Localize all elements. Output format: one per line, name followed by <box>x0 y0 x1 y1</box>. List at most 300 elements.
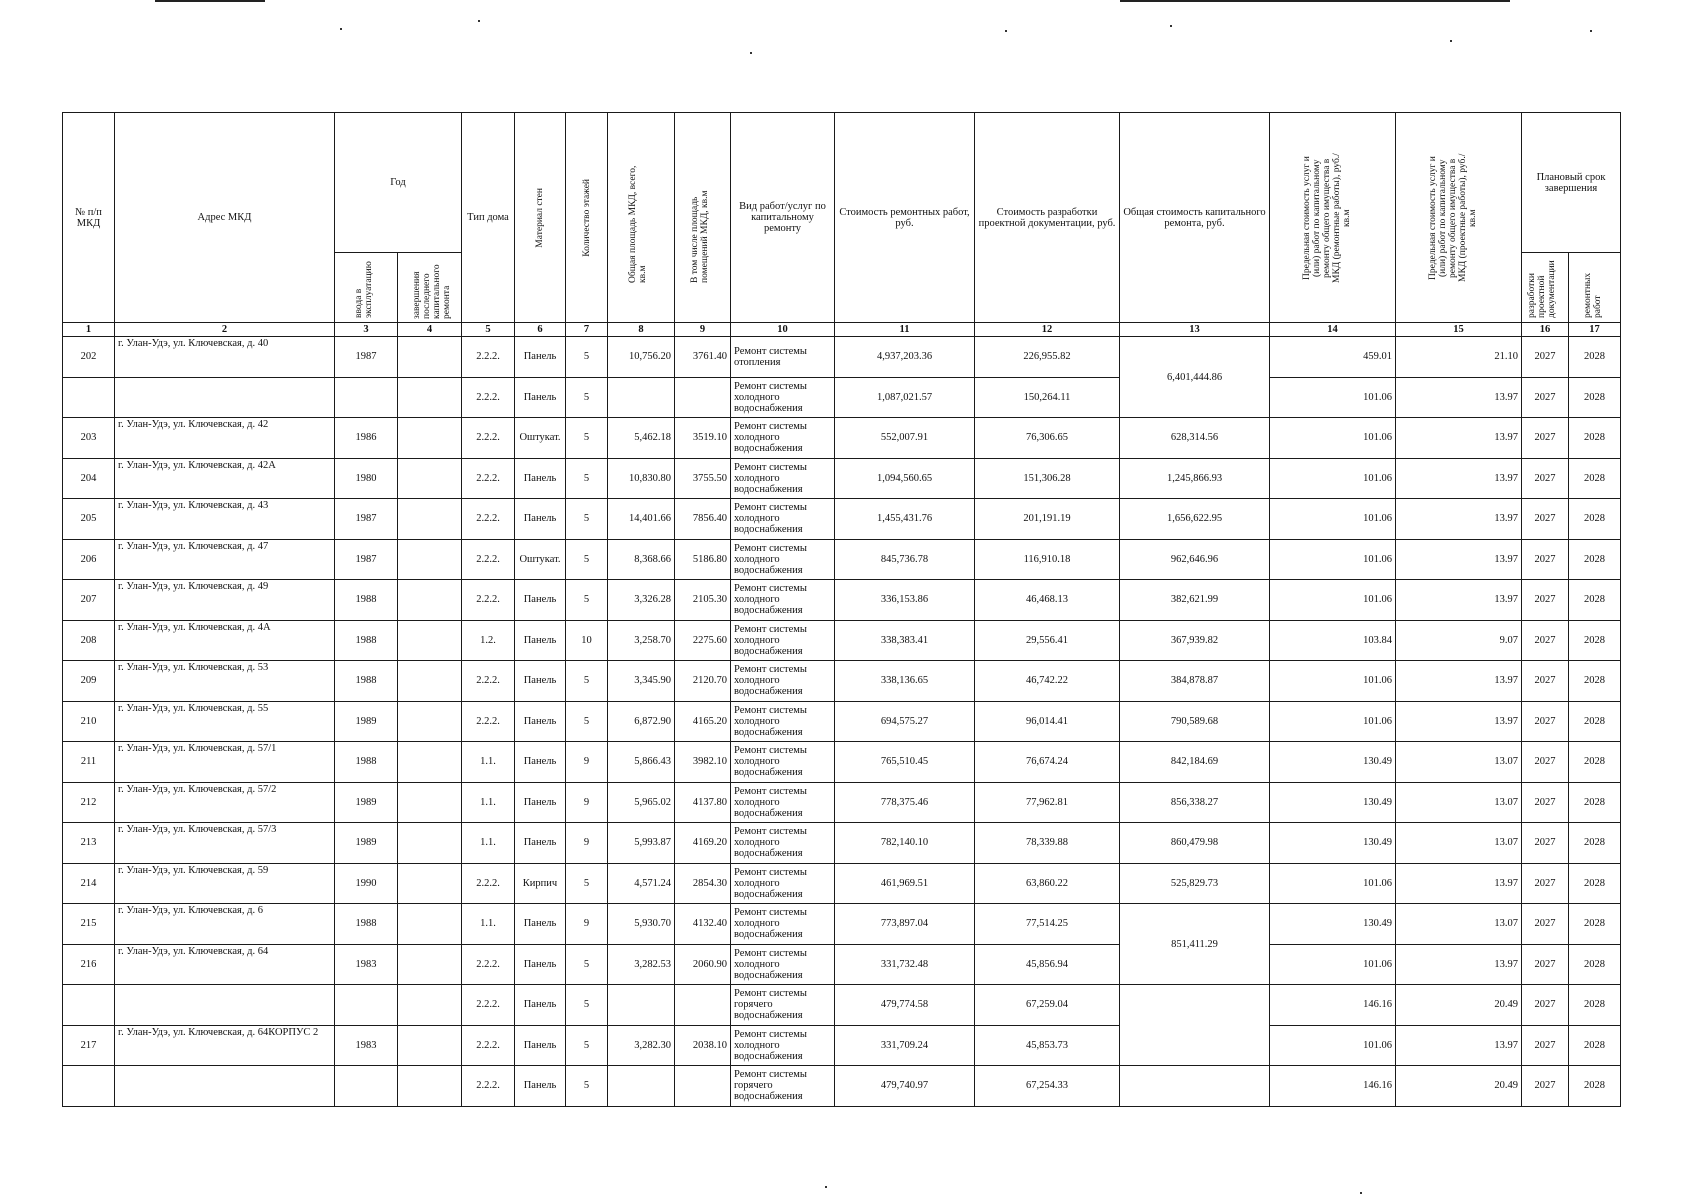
wall-material-cell: Панель <box>515 337 566 378</box>
repair-cost-cell: 1,094,560.65 <box>835 458 975 499</box>
work-type-cell: Ремонт системы горячего водоснабжения <box>731 1066 835 1107</box>
total-area-cell: 5,930.70 <box>608 904 675 945</box>
premises-area-cell: 3982.10 <box>675 742 731 783</box>
deadline-works-cell: 2028 <box>1569 742 1621 783</box>
design-cost-cell: 67,254.33 <box>975 1066 1120 1107</box>
premises-area-cell: 5186.80 <box>675 539 731 580</box>
repair-cost-cell: 479,774.58 <box>835 985 975 1026</box>
scan-speck <box>340 28 342 30</box>
total-area-cell: 5,866.43 <box>608 742 675 783</box>
address-cell: г. Улан-Удэ, ул. Ключевская, д. 64КОРПУС 2 <box>115 1025 335 1066</box>
year-commission-cell: 1988 <box>335 661 398 702</box>
total-area-cell: 3,258.70 <box>608 620 675 661</box>
col-number: 4 <box>398 323 462 337</box>
total-area-cell <box>608 377 675 418</box>
address-cell: г. Улан-Удэ, ул. Ключевская, д. 6 <box>115 904 335 945</box>
premises-area-cell: 7856.40 <box>675 499 731 540</box>
limit-repair-cell: 101.06 <box>1270 418 1396 459</box>
row-number-cell: 206 <box>63 539 115 580</box>
scan-speck <box>478 20 480 22</box>
row-number-cell: 209 <box>63 661 115 702</box>
table-row <box>63 1066 1621 1107</box>
total-area-cell: 8,368.66 <box>608 539 675 580</box>
house-type-cell: 2.2.2. <box>462 580 515 621</box>
address-cell: г. Улан-Удэ, ул. Ключевская, д. 57/3 <box>115 823 335 864</box>
col-number: 6 <box>515 323 566 337</box>
header-work-type: Вид работ/услуг по капитальному ремонту <box>731 113 835 323</box>
floors-cell: 5 <box>566 661 608 702</box>
header-wall-material: Материал стен <box>515 113 566 323</box>
address-cell <box>115 985 335 1026</box>
year-last-repair-cell <box>398 458 462 499</box>
limit-repair-cell: 130.49 <box>1270 904 1396 945</box>
header-total-cost: Общая стоимость капитального ремонта, руб. <box>1120 113 1270 323</box>
deadline-works-cell: 2028 <box>1569 823 1621 864</box>
deadline-works-cell: 2028 <box>1569 985 1621 1026</box>
limit-design-cell: 13.97 <box>1396 944 1522 985</box>
house-type-cell: 1.1. <box>462 742 515 783</box>
header-design-cost: Стоимость разработки проектной документации, руб. <box>975 113 1120 323</box>
work-type-cell: Ремонт системы холодного водоснабжения <box>731 418 835 459</box>
repair-cost-cell: 778,375.46 <box>835 782 975 823</box>
deadline-design-cell: 2027 <box>1522 620 1569 661</box>
deadline-design-cell: 2027 <box>1522 782 1569 823</box>
floors-cell: 5 <box>566 539 608 580</box>
total-cost-cell: 842,184.69 <box>1120 742 1270 783</box>
limit-design-cell: 13.07 <box>1396 742 1522 783</box>
limit-repair-cell: 101.06 <box>1270 1025 1396 1066</box>
deadline-design-cell: 2027 <box>1522 661 1569 702</box>
total-area-cell: 5,965.02 <box>608 782 675 823</box>
deadline-works-cell: 2028 <box>1569 580 1621 621</box>
deadline-design-cell: 2027 <box>1522 580 1569 621</box>
work-type-cell: Ремонт системы холодного водоснабжения <box>731 742 835 783</box>
limit-design-cell: 13.97 <box>1396 701 1522 742</box>
year-commission-cell <box>335 377 398 418</box>
floors-cell: 9 <box>566 823 608 864</box>
deadline-works-cell: 2028 <box>1569 904 1621 945</box>
total-cost-cell: 856,338.27 <box>1120 782 1270 823</box>
row-number-cell: 214 <box>63 863 115 904</box>
repair-cost-cell: 845,736.78 <box>835 539 975 580</box>
design-cost-cell: 45,856.94 <box>975 944 1120 985</box>
header-row <box>63 113 1621 253</box>
work-type-cell: Ремонт системы холодного водоснабжения <box>731 944 835 985</box>
design-cost-cell: 46,468.13 <box>975 580 1120 621</box>
deadline-works-cell: 2028 <box>1569 418 1621 459</box>
house-type-cell: 2.2.2. <box>462 985 515 1026</box>
header-repair-cost: Стоимость ремонтных работ, руб. <box>835 113 975 323</box>
limit-design-cell: 13.97 <box>1396 863 1522 904</box>
wall-material-cell: Панель <box>515 904 566 945</box>
wall-material-cell: Панель <box>515 701 566 742</box>
repair-cost-cell: 338,383.41 <box>835 620 975 661</box>
premises-area-cell: 2060.90 <box>675 944 731 985</box>
repair-cost-cell: 552,007.91 <box>835 418 975 459</box>
design-cost-cell: 150,264.11 <box>975 377 1120 418</box>
total-area-cell: 10,756.20 <box>608 337 675 378</box>
row-number-cell <box>63 1066 115 1107</box>
deadline-works-cell: 2028 <box>1569 499 1621 540</box>
house-type-cell: 2.2.2. <box>462 337 515 378</box>
premises-area-cell: 4132.40 <box>675 904 731 945</box>
table-row <box>63 904 1621 945</box>
repair-cost-cell: 4,937,203.36 <box>835 337 975 378</box>
address-cell: г. Улан-Удэ, ул. Ключевская, д. 43 <box>115 499 335 540</box>
deadline-works-cell: 2028 <box>1569 782 1621 823</box>
deadline-design-cell: 2027 <box>1522 1025 1569 1066</box>
limit-design-cell: 13.97 <box>1396 499 1522 540</box>
house-type-cell: 2.2.2. <box>462 1025 515 1066</box>
address-cell: г. Улан-Удэ, ул. Ключевская, д. 42 <box>115 418 335 459</box>
work-type-cell: Ремонт системы холодного водоснабжения <box>731 1025 835 1066</box>
deadline-works-cell: 2028 <box>1569 1066 1621 1107</box>
address-cell <box>115 377 335 418</box>
wall-material-cell: Кирпич <box>515 863 566 904</box>
work-type-cell: Ремонт системы холодного водоснабжения <box>731 580 835 621</box>
total-area-cell: 4,571.24 <box>608 863 675 904</box>
limit-repair-cell: 103.84 <box>1270 620 1396 661</box>
limit-design-cell: 13.97 <box>1396 580 1522 621</box>
header-num: № п/п МКД <box>63 113 115 323</box>
address-cell: г. Улан-Удэ, ул. Ключевская, д. 42А <box>115 458 335 499</box>
year-commission-cell: 1988 <box>335 742 398 783</box>
year-commission-cell: 1989 <box>335 823 398 864</box>
year-last-repair-cell <box>398 701 462 742</box>
year-commission-cell: 1988 <box>335 620 398 661</box>
col-number: 11 <box>835 323 975 337</box>
scan-speck <box>1005 30 1007 32</box>
limit-repair-cell: 101.06 <box>1270 458 1396 499</box>
wall-material-cell: Панель <box>515 661 566 702</box>
total-cost-cell: 384,878.87 <box>1120 661 1270 702</box>
premises-area-cell <box>675 1066 731 1107</box>
row-number-cell: 215 <box>63 904 115 945</box>
wall-material-cell: Панель <box>515 1025 566 1066</box>
house-type-cell: 1.1. <box>462 782 515 823</box>
address-cell: г. Улан-Удэ, ул. Ключевская, д. 40 <box>115 337 335 378</box>
year-last-repair-cell <box>398 985 462 1026</box>
total-area-cell: 3,282.30 <box>608 1025 675 1066</box>
limit-repair-cell: 101.06 <box>1270 661 1396 702</box>
floors-cell: 5 <box>566 701 608 742</box>
address-cell: г. Улан-Удэ, ул. Ключевская, д. 57/2 <box>115 782 335 823</box>
deadline-works-cell: 2028 <box>1569 620 1621 661</box>
design-cost-cell: 29,556.41 <box>975 620 1120 661</box>
deadline-works-cell: 2028 <box>1569 458 1621 499</box>
wall-material-cell: Панель <box>515 620 566 661</box>
limit-design-cell: 21.10 <box>1396 337 1522 378</box>
total-cost-cell: 6,401,444.86 <box>1120 337 1270 418</box>
deadline-design-cell: 2027 <box>1522 823 1569 864</box>
year-last-repair-cell <box>398 863 462 904</box>
capital-repair-register-table <box>62 112 1621 1107</box>
wall-material-cell: Оштукат. <box>515 418 566 459</box>
table-row <box>63 377 1621 418</box>
year-commission-cell: 1980 <box>335 458 398 499</box>
premises-area-cell: 2120.70 <box>675 661 731 702</box>
year-last-repair-cell <box>398 539 462 580</box>
design-cost-cell: 45,853.73 <box>975 1025 1120 1066</box>
address-cell: г. Улан-Удэ, ул. Ключевская, д. 47 <box>115 539 335 580</box>
limit-repair-cell: 101.06 <box>1270 539 1396 580</box>
repair-cost-cell: 1,087,021.57 <box>835 377 975 418</box>
limit-design-cell: 13.97 <box>1396 661 1522 702</box>
premises-area-cell: 4169.20 <box>675 823 731 864</box>
total-cost-cell: 962,646.96 <box>1120 539 1270 580</box>
floors-cell: 5 <box>566 863 608 904</box>
table-row <box>63 1025 1621 1066</box>
premises-area-cell: 3519.10 <box>675 418 731 459</box>
design-cost-cell: 77,962.81 <box>975 782 1120 823</box>
scan-speck <box>825 1186 827 1188</box>
address-cell: г. Улан-Удэ, ул. Ключевская, д. 4А <box>115 620 335 661</box>
premises-area-cell: 4137.80 <box>675 782 731 823</box>
table-row <box>63 661 1621 702</box>
work-type-cell: Ремонт системы холодного водоснабжения <box>731 904 835 945</box>
row-number-cell: 202 <box>63 337 115 378</box>
premises-area-cell: 3761.40 <box>675 337 731 378</box>
scan-speck <box>1360 1192 1362 1194</box>
table-row <box>63 782 1621 823</box>
wall-material-cell: Панель <box>515 458 566 499</box>
row-number-cell: 203 <box>63 418 115 459</box>
table-body <box>63 337 1621 1107</box>
house-type-cell: 1.2. <box>462 620 515 661</box>
row-number-cell: 205 <box>63 499 115 540</box>
year-commission-cell: 1986 <box>335 418 398 459</box>
limit-design-cell: 13.07 <box>1396 904 1522 945</box>
deadline-works-cell: 2028 <box>1569 701 1621 742</box>
total-cost-cell: 525,829.73 <box>1120 863 1270 904</box>
total-area-cell <box>608 985 675 1026</box>
limit-repair-cell: 130.49 <box>1270 742 1396 783</box>
repair-cost-cell: 338,136.65 <box>835 661 975 702</box>
limit-repair-cell: 101.06 <box>1270 863 1396 904</box>
house-type-cell: 2.2.2. <box>462 418 515 459</box>
deadline-works-cell: 2028 <box>1569 1025 1621 1066</box>
year-last-repair-cell <box>398 944 462 985</box>
year-last-repair-cell <box>398 823 462 864</box>
house-type-cell: 2.2.2. <box>462 377 515 418</box>
limit-design-cell: 13.07 <box>1396 782 1522 823</box>
year-last-repair-cell <box>398 580 462 621</box>
col-number: 5 <box>462 323 515 337</box>
limit-design-cell: 13.97 <box>1396 458 1522 499</box>
year-commission-cell: 1988 <box>335 580 398 621</box>
year-last-repair-cell <box>398 1066 462 1107</box>
row-number-cell: 207 <box>63 580 115 621</box>
col-number: 13 <box>1120 323 1270 337</box>
work-type-cell: Ремонт системы холодного водоснабжения <box>731 620 835 661</box>
design-cost-cell: 76,674.24 <box>975 742 1120 783</box>
repair-cost-cell: 479,740.97 <box>835 1066 975 1107</box>
header-address: Адрес МКД <box>115 113 335 323</box>
total-area-cell: 3,282.53 <box>608 944 675 985</box>
premises-area-cell <box>675 377 731 418</box>
deadline-works-cell: 2028 <box>1569 337 1621 378</box>
address-cell: г. Улан-Удэ, ул. Ключевская, д. 55 <box>115 701 335 742</box>
work-type-cell: Ремонт системы отопления <box>731 337 835 378</box>
year-last-repair-cell <box>398 377 462 418</box>
header-year-last-repair: завершения последнего капитального ремонта <box>398 253 462 323</box>
year-commission-cell: 1989 <box>335 782 398 823</box>
deadline-design-cell: 2027 <box>1522 742 1569 783</box>
floors-cell: 5 <box>566 337 608 378</box>
col-number: 3 <box>335 323 398 337</box>
floors-cell: 5 <box>566 499 608 540</box>
row-number-cell: 204 <box>63 458 115 499</box>
limit-repair-cell: 146.16 <box>1270 985 1396 1026</box>
premises-area-cell: 2854.30 <box>675 863 731 904</box>
design-cost-cell: 226,955.82 <box>975 337 1120 378</box>
table-row <box>63 985 1621 1026</box>
limit-design-cell: 13.97 <box>1396 1025 1522 1066</box>
total-cost-cell: 851,411.29 <box>1120 904 1270 985</box>
house-type-cell: 2.2.2. <box>462 661 515 702</box>
premises-area-cell: 4165.20 <box>675 701 731 742</box>
year-commission-cell: 1988 <box>335 904 398 945</box>
design-cost-cell: 67,259.04 <box>975 985 1120 1026</box>
limit-design-cell: 9.07 <box>1396 620 1522 661</box>
scan-speck <box>1170 25 1172 27</box>
wall-material-cell: Панель <box>515 580 566 621</box>
premises-area-cell: 2275.60 <box>675 620 731 661</box>
premises-area-cell: 2105.30 <box>675 580 731 621</box>
row-number-cell <box>63 985 115 1026</box>
year-commission-cell <box>335 1066 398 1107</box>
deadline-design-cell: 2027 <box>1522 701 1569 742</box>
header-floors: Количество этажей <box>566 113 608 323</box>
header-year-commission: ввода в эксплуатацию <box>335 253 398 323</box>
limit-design-cell: 13.97 <box>1396 418 1522 459</box>
address-cell: г. Улан-Удэ, ул. Ключевская, д. 59 <box>115 863 335 904</box>
limit-repair-cell: 101.06 <box>1270 944 1396 985</box>
header-limit-repair: Предельная стоимость услуг и (или) работ по капитальному ремонту общего имущества в МКД (ремонтные работы), руб./кв.м <box>1270 113 1396 323</box>
wall-material-cell: Панель <box>515 377 566 418</box>
total-cost-cell: 1,656,622.95 <box>1120 499 1270 540</box>
work-type-cell: Ремонт системы холодного водоснабжения <box>731 661 835 702</box>
repair-cost-cell: 336,153.86 <box>835 580 975 621</box>
header-total-area: Общая площадь МКД, всего, кв.м <box>608 113 675 323</box>
house-type-cell: 2.2.2. <box>462 458 515 499</box>
floors-cell: 9 <box>566 742 608 783</box>
house-type-cell: 1.1. <box>462 904 515 945</box>
house-type-cell: 2.2.2. <box>462 539 515 580</box>
address-cell <box>115 1066 335 1107</box>
total-cost-cell: 367,939.82 <box>1120 620 1270 661</box>
year-last-repair-cell <box>398 499 462 540</box>
limit-repair-cell: 459.01 <box>1270 337 1396 378</box>
floors-cell: 5 <box>566 377 608 418</box>
table-row <box>63 823 1621 864</box>
year-commission-cell: 1983 <box>335 944 398 985</box>
repair-cost-cell: 782,140.10 <box>835 823 975 864</box>
floors-cell: 10 <box>566 620 608 661</box>
design-cost-cell: 77,514.25 <box>975 904 1120 945</box>
table-row <box>63 863 1621 904</box>
year-last-repair-cell <box>398 782 462 823</box>
year-commission-cell: 1990 <box>335 863 398 904</box>
limit-repair-cell: 101.06 <box>1270 377 1396 418</box>
total-area-cell: 5,462.18 <box>608 418 675 459</box>
deadline-works-cell: 2028 <box>1569 944 1621 985</box>
limit-design-cell: 13.07 <box>1396 823 1522 864</box>
floors-cell: 5 <box>566 458 608 499</box>
wall-material-cell: Панель <box>515 944 566 985</box>
table-row <box>63 499 1621 540</box>
design-cost-cell: 63,860.22 <box>975 863 1120 904</box>
year-commission-cell: 1987 <box>335 499 398 540</box>
limit-repair-cell: 130.49 <box>1270 823 1396 864</box>
year-last-repair-cell <box>398 620 462 661</box>
design-cost-cell: 151,306.28 <box>975 458 1120 499</box>
col-number: 1 <box>63 323 115 337</box>
house-type-cell: 2.2.2. <box>462 499 515 540</box>
deadline-design-cell: 2027 <box>1522 539 1569 580</box>
limit-repair-cell: 101.06 <box>1270 499 1396 540</box>
design-cost-cell: 201,191.19 <box>975 499 1120 540</box>
house-type-cell: 2.2.2. <box>462 863 515 904</box>
design-cost-cell: 76,306.65 <box>975 418 1120 459</box>
total-cost-cell: 860,479.98 <box>1120 823 1270 864</box>
year-last-repair-cell <box>398 661 462 702</box>
header-deadline-design: разработки проектной документации <box>1522 253 1569 323</box>
total-area-cell: 6,872.90 <box>608 701 675 742</box>
total-cost-cell: 382,621.99 <box>1120 580 1270 621</box>
deadline-works-cell: 2028 <box>1569 377 1621 418</box>
work-type-cell: Ремонт системы холодного водоснабжения <box>731 377 835 418</box>
total-area-cell: 10,830.80 <box>608 458 675 499</box>
floors-cell: 9 <box>566 904 608 945</box>
limit-repair-cell: 101.06 <box>1270 701 1396 742</box>
year-last-repair-cell <box>398 337 462 378</box>
row-number-cell: 217 <box>63 1025 115 1066</box>
design-cost-cell: 78,339.88 <box>975 823 1120 864</box>
col-number: 12 <box>975 323 1120 337</box>
design-cost-cell: 116,910.18 <box>975 539 1120 580</box>
deadline-design-cell: 2027 <box>1522 458 1569 499</box>
col-number: 9 <box>675 323 731 337</box>
design-cost-cell: 96,014.41 <box>975 701 1120 742</box>
table-row <box>63 580 1621 621</box>
total-area-cell: 14,401.66 <box>608 499 675 540</box>
table-row <box>63 620 1621 661</box>
row-number-cell: 211 <box>63 742 115 783</box>
limit-design-cell: 20.49 <box>1396 1066 1522 1107</box>
scan-speck <box>1590 30 1592 32</box>
total-area-cell <box>608 1066 675 1107</box>
table-row <box>63 742 1621 783</box>
row-number-cell: 208 <box>63 620 115 661</box>
row-number-cell <box>63 377 115 418</box>
total-cost-cell: 1,245,866.93 <box>1120 458 1270 499</box>
scan-edge-mark <box>1120 0 1510 2</box>
address-cell: г. Улан-Удэ, ул. Ключевская, д. 53 <box>115 661 335 702</box>
deadline-design-cell: 2027 <box>1522 499 1569 540</box>
wall-material-cell: Панель <box>515 782 566 823</box>
repair-cost-cell: 773,897.04 <box>835 904 975 945</box>
col-number: 2 <box>115 323 335 337</box>
work-type-cell: Ремонт системы холодного водоснабжения <box>731 539 835 580</box>
premises-area-cell: 3755.50 <box>675 458 731 499</box>
wall-material-cell: Панель <box>515 499 566 540</box>
wall-material-cell: Панель <box>515 1066 566 1107</box>
table-row <box>63 944 1621 985</box>
table-row <box>63 701 1621 742</box>
row-number-cell: 212 <box>63 782 115 823</box>
design-cost-cell: 46,742.22 <box>975 661 1120 702</box>
